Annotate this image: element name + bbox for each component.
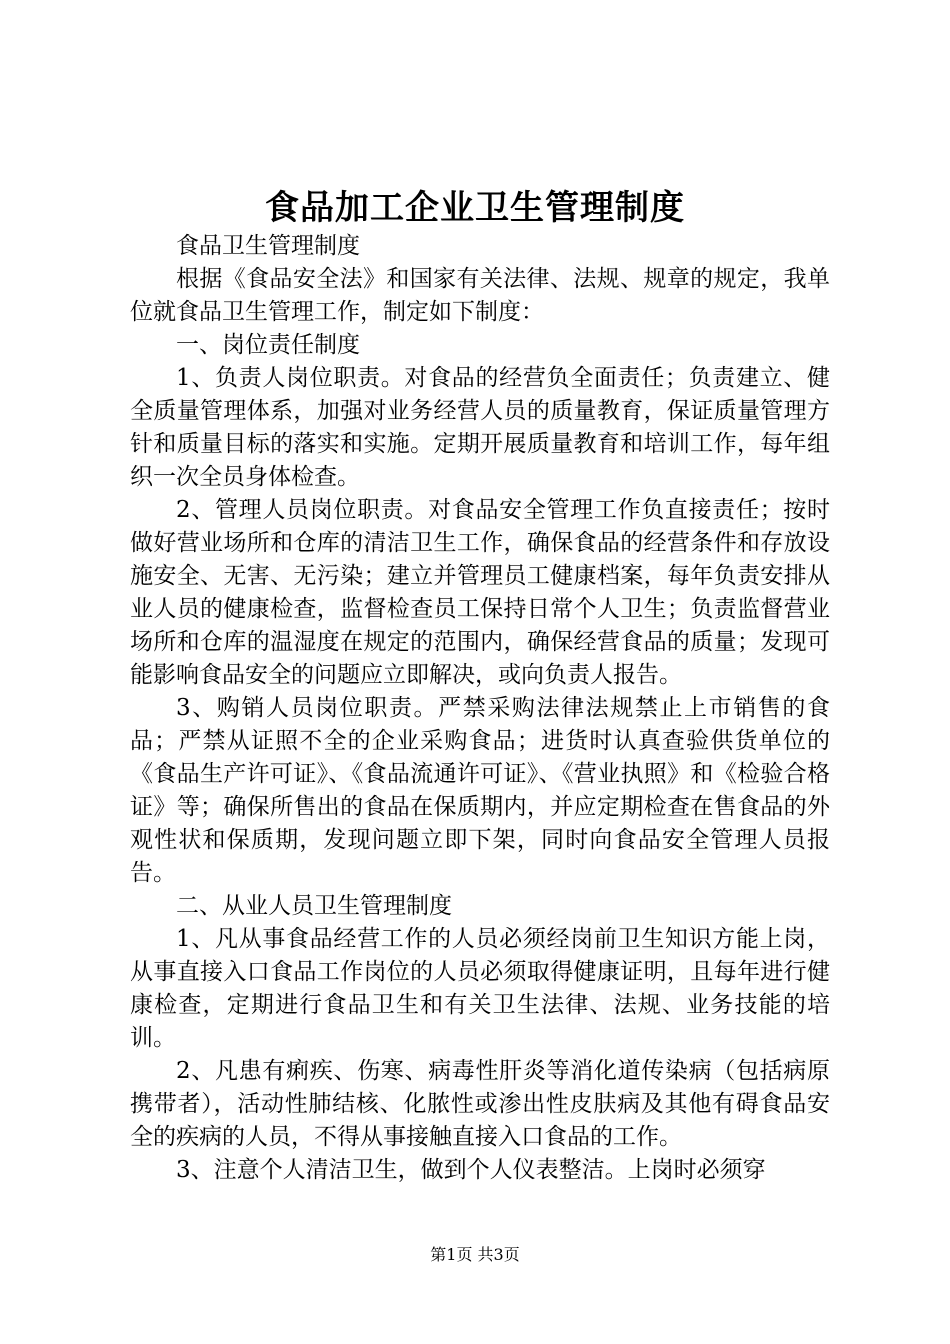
paragraph-item: 1、负责人岗位职责。对食品的经营负全面责任；负责建立、健全质量管理体系，加强对业务经营人员的质量教育，保证质量管理方针和质量目标的落实和实施。定期开展质量教育和培训工作，每年组织一次全员身体检查。 (130, 365, 830, 490)
paragraph-intro: 根据《食品安全法》和国家有关法律、法规、规章的规定，我单位就食品卫生管理工作，制定如下制度： (130, 266, 830, 325)
paragraph-item: 1、凡从事食品经营工作的人员必须经岗前卫生知识方能上岗，从事直接入口食品工作岗位的人员必须取得健康证明，且每年进行健康检查，定期进行食品卫生和有关卫生法律、法规、业务技能的培训。 (130, 926, 830, 1051)
paragraph-heading: 食品卫生管理制度 (176, 233, 360, 259)
document-body (130, 230, 830, 1187)
section-heading-2: 二、从业人员卫生管理制度 (176, 893, 452, 919)
paragraph-item: 2、凡患有痢疾、伤寒、病毒性肝炎等消化道传染病（包括病原携带者），活动性肺结核、化脓性或渗出性皮肤病及其他有碍食品安全的疾病的人员，不得从事接触直接入口食品的工作。 (130, 1058, 830, 1150)
paragraph-item: 3、注意个人清洁卫生，做到个人仪表整洁。上岗时必须穿 (176, 1157, 766, 1183)
paragraph-item: 2、管理人员岗位职责。对食品安全管理工作负直接责任；按时做好营业场所和仓库的清洁卫生工作，确保食品的经营条件和存放设施安全、无害、无污染；建立并管理员工健康档案，每年负责安排从业人员的健康检查，监督检查员工保持日常个人卫生；负责监督营业场所和仓库的温湿度在规定的范围内，确保经营食品的质量；发现可能影响食品安全的问题应立即解决，或向负责人报告。 (130, 497, 830, 688)
page-footer: 第1页 共3页 (430, 1245, 520, 1264)
section-heading-1: 一、岗位责任制度 (176, 332, 360, 358)
document-title: 食品加工企业卫生管理制度 (265, 188, 685, 228)
paragraph-item: 3、购销人员岗位职责。严禁采购法律法规禁止上市销售的食品；严禁从证照不全的企业采购食品；进货时认真查验供货单位的《食品生产许可证》、《食品流通许可证》、《营业执照》和《检验合格证》等；确保所售出的食品在保质期内，并应定期检查在售食品的外观性状和保质期，发现问题立即下架，同时向食品安全管理人员报告。 (130, 695, 830, 886)
